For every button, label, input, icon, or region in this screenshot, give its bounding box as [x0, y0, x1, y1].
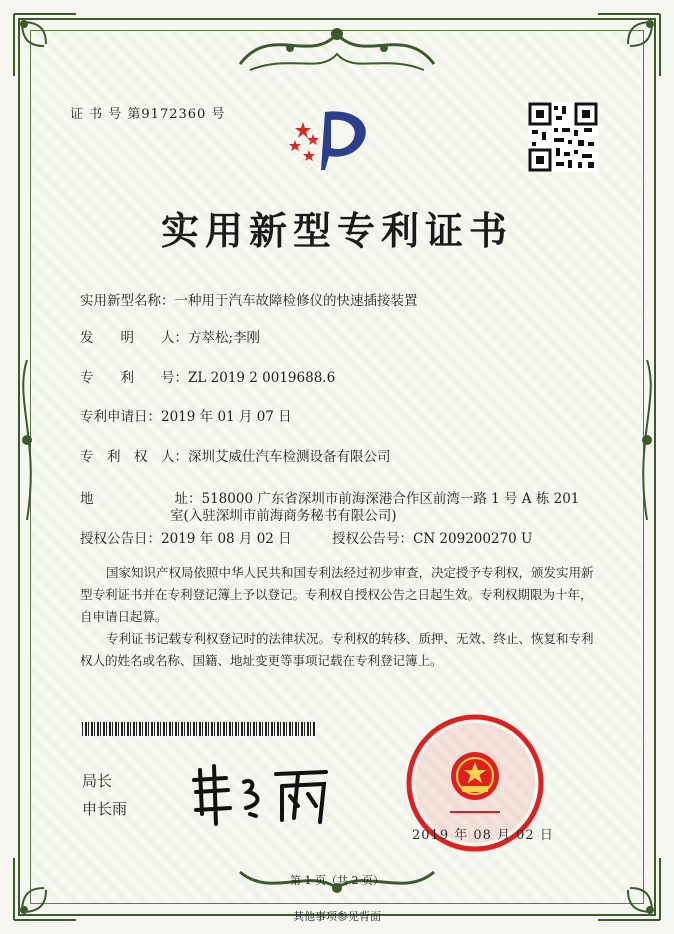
- certificate-number: 证 书 号 第9172360 号: [70, 107, 226, 122]
- legal-paragraph-1: 国家知识产权局依照中华人民共和国专利法经过初步审查，决定授予专利权，颁发实用新型专利证书并在专利登记簿上予以登记。专利权自授权公告之日起生效。专利权期限为十年，自申请日起算。: [80, 565, 594, 624]
- legal-paragraph-2: 专利证书记载专利权登记时的法律状况。专利权的转移、质押、无效、终止、恢复和专利权人的姓名或名称、国籍、地址变更等事项记载在专利登记簿上。: [80, 631, 594, 668]
- top-ornament: [230, 14, 444, 76]
- page-number: 第 1 页（共 2 页）: [290, 874, 384, 887]
- grant-number-row: [332, 527, 532, 547]
- inventor-label: 发 明 人：: [80, 330, 188, 346]
- patentee-row: [80, 445, 391, 465]
- grant-date-label: 授权公告日：: [80, 531, 161, 547]
- inventor-row: [80, 326, 260, 346]
- corner-ornament: [10, 10, 80, 80]
- filing-date-value: 2019 年 01 月 07 日: [161, 409, 292, 425]
- corner-ornament: [594, 10, 664, 80]
- patent-number-row: [80, 366, 335, 386]
- qr-code-icon: [528, 102, 598, 172]
- utility-name-label: 实用新型名称：: [80, 293, 175, 309]
- patent-number-label: 专 利 号：: [80, 370, 188, 386]
- address-line2: 室(入驻深圳市前海商务秘书有限公司): [170, 508, 397, 524]
- director-title: 局长: [82, 772, 113, 790]
- patentee-value: 深圳艾威仕汽车检测设备有限公司: [188, 449, 391, 465]
- grant-date-value: 2019 年 08 月 02 日: [161, 531, 292, 547]
- address-row-continued: [170, 504, 397, 524]
- certificate-title: 实用新型专利证书: [160, 208, 513, 253]
- filing-date-row: [80, 405, 292, 425]
- barcode-icon: [82, 722, 316, 736]
- director-name: 申长雨: [82, 800, 128, 818]
- patentee-label: 专 利 权 人：: [80, 449, 188, 465]
- utility-name-row: [80, 289, 418, 309]
- footer-note: 其他事项参见背面: [293, 910, 381, 923]
- address-line1: 518000 广东省深圳市前海深港合作区前湾一路 1 号 A 栋 201: [201, 491, 580, 507]
- grant-number-label: 授权公告号：: [332, 531, 413, 547]
- grant-number-value: CN 209200270 U: [413, 531, 533, 547]
- patent-number-value: ZL 2019 2 0019688.6: [188, 370, 336, 386]
- cnipa-logo-icon: [285, 104, 377, 174]
- grant-date-row: [80, 527, 292, 547]
- legal-text: [80, 562, 600, 672]
- left-ornament: [14, 360, 40, 520]
- seal-date: 2019 年 08 月 02 日: [412, 828, 554, 843]
- signature-icon: [186, 758, 336, 828]
- address-label: 地 址：: [80, 491, 202, 507]
- right-ornament: [634, 360, 660, 520]
- filing-date-label: 专利申请日：: [80, 409, 161, 425]
- utility-name-value: 一种用于汽车故障检修仪的快速插接装置: [174, 293, 418, 309]
- inventor-value: 方萃松;李刚: [188, 330, 261, 346]
